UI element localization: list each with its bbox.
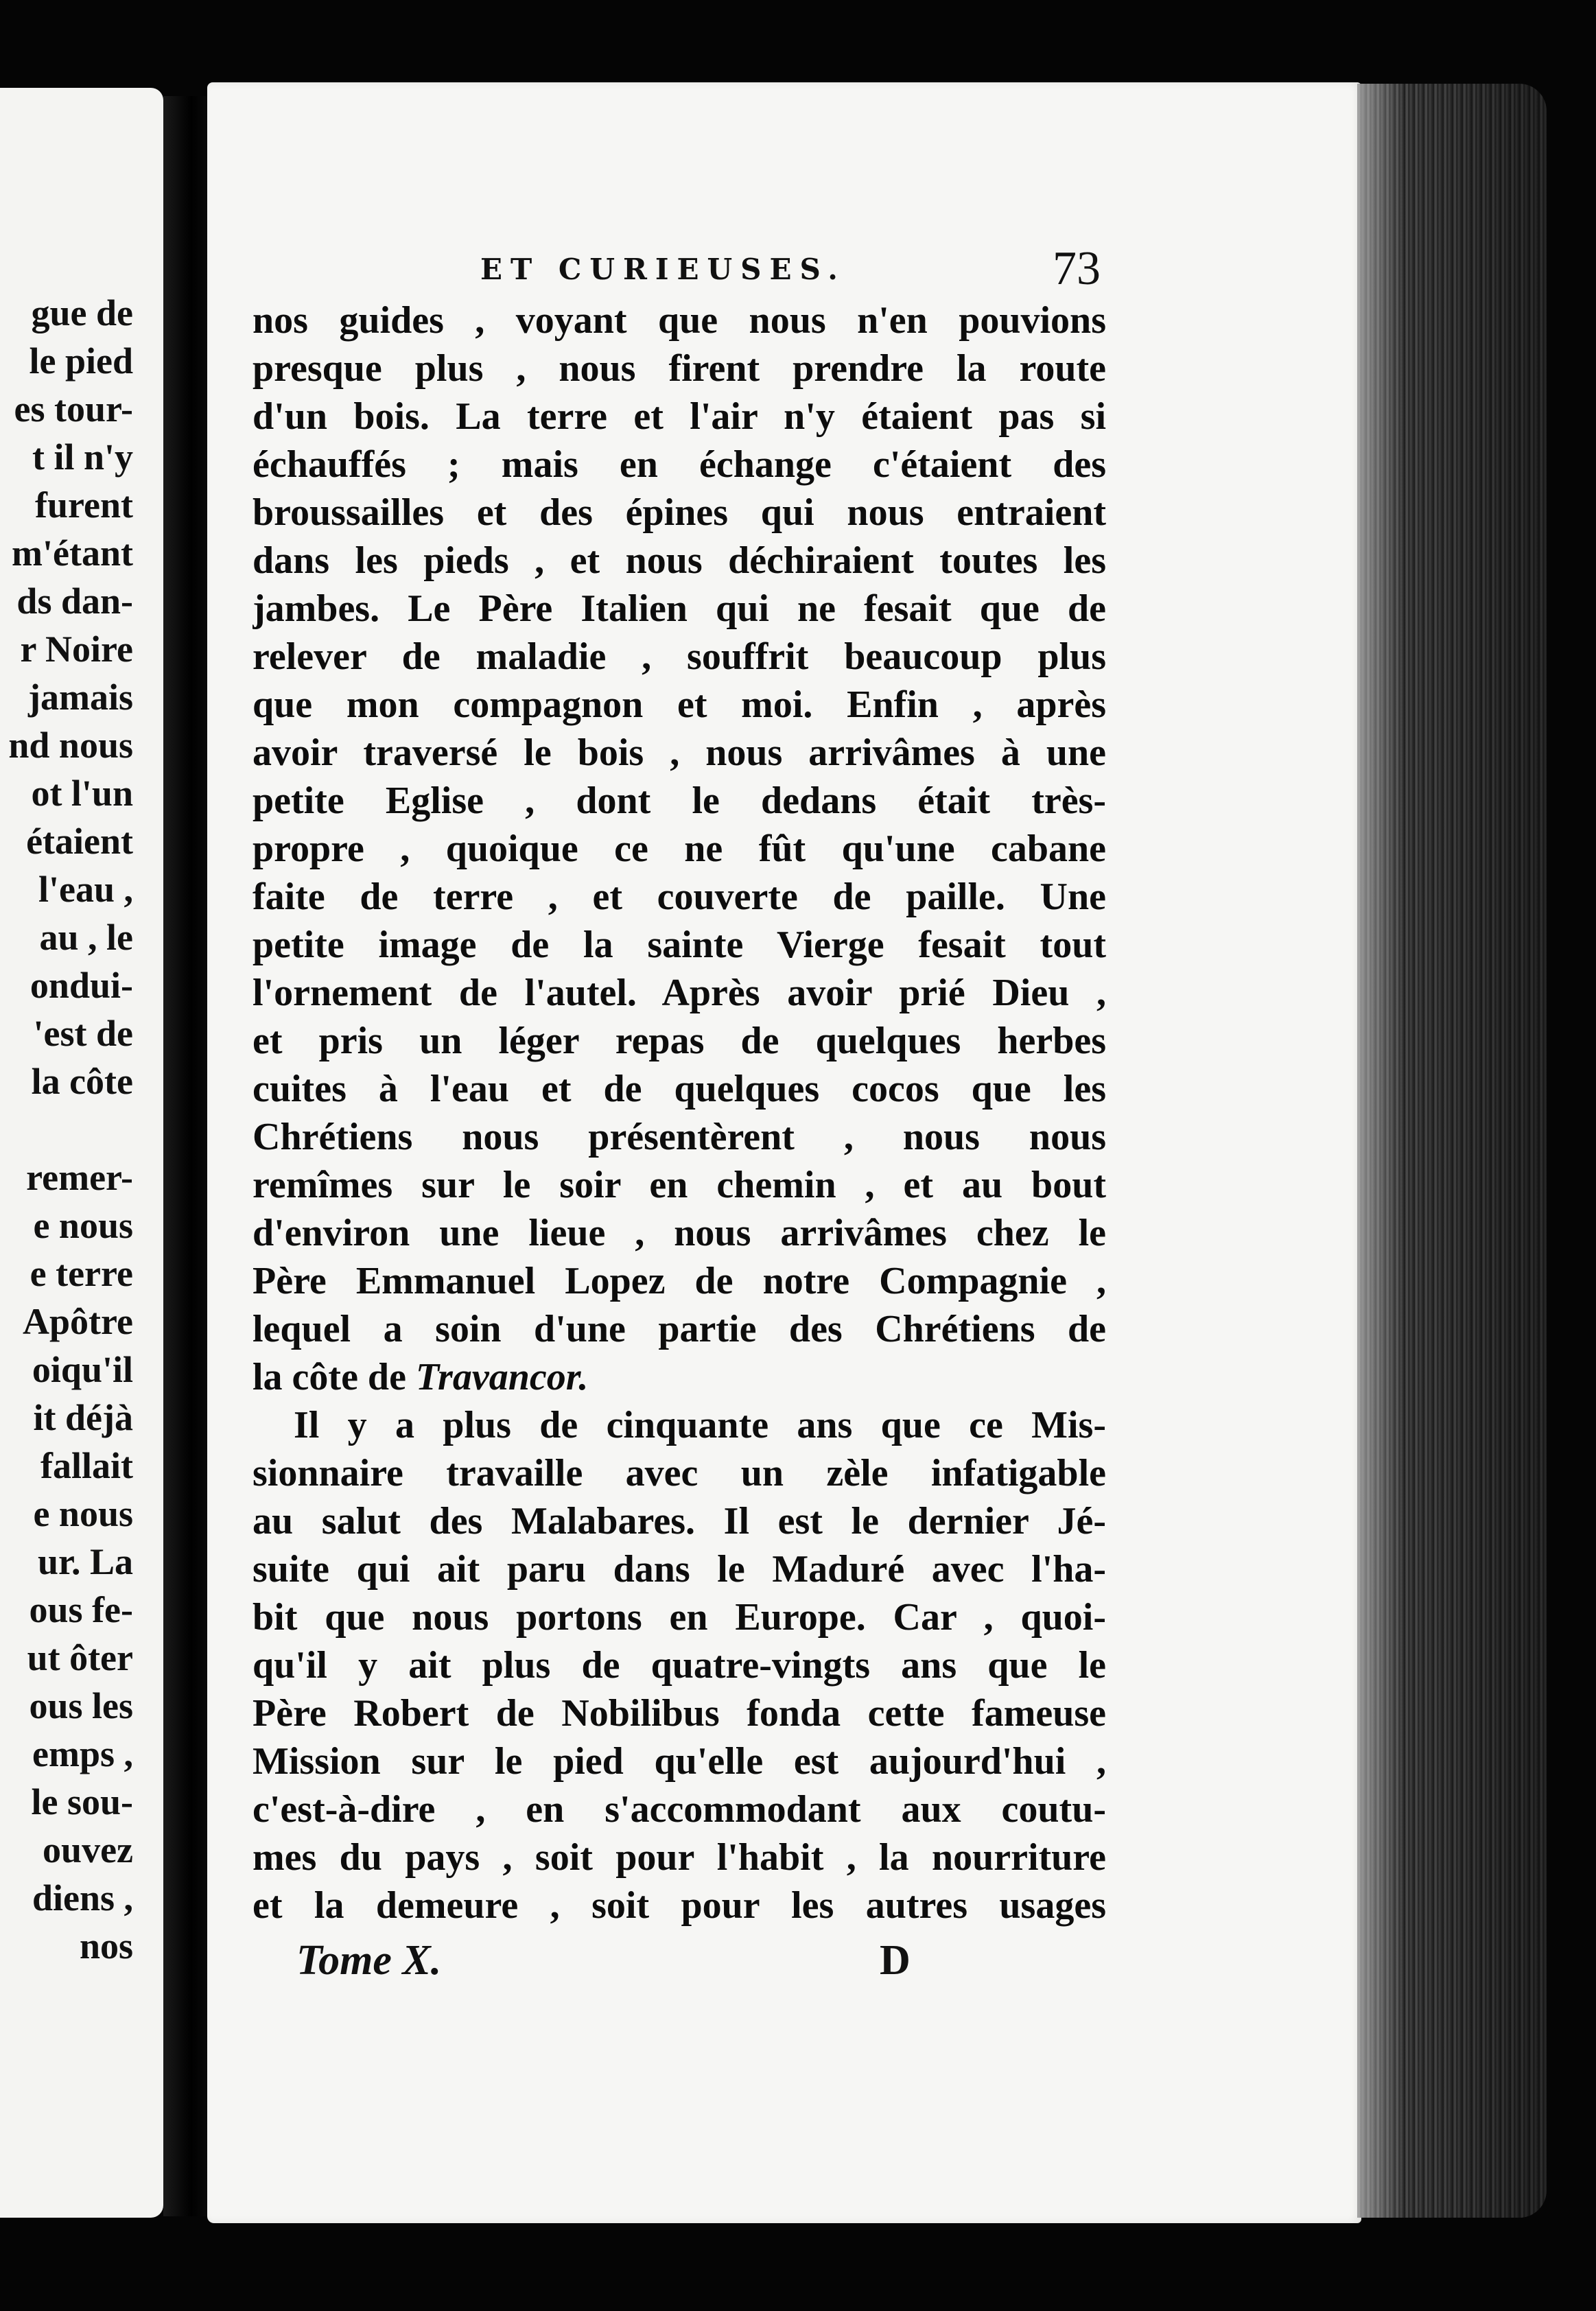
text-line: échauffés ; mais en échange c'étaient des bbox=[253, 443, 1106, 486]
text-line: faite de terre , et couverte de paille. Une bbox=[253, 876, 1106, 918]
left-line: it déjà bbox=[33, 1397, 133, 1438]
left-line: emps , bbox=[32, 1733, 133, 1774]
left-line: l'eau , bbox=[38, 869, 133, 910]
left-line: ouvez bbox=[43, 1829, 133, 1870]
text-line: presque plus , nous firent prendre la route bbox=[253, 347, 1106, 390]
page-number: 73 bbox=[1053, 242, 1101, 295]
place-name: Travancor. bbox=[415, 1356, 589, 1398]
left-line: ut ôter bbox=[27, 1637, 133, 1678]
text-line: suite qui ait paru dans le Maduré avec l'ha- bbox=[253, 1548, 1106, 1591]
text-line: d'environ une lieue , nous arrivâmes chez le bbox=[253, 1212, 1106, 1254]
text-line: Mission sur le pied qu'elle est aujourd'hui , bbox=[253, 1740, 1106, 1783]
left-line: nd nous bbox=[8, 725, 133, 766]
book-gutter bbox=[163, 96, 210, 2216]
left-line: m'étant bbox=[12, 532, 133, 574]
left-line: t il n'y bbox=[32, 436, 133, 478]
left-line: le pied bbox=[29, 340, 133, 382]
left-line: remer- bbox=[26, 1157, 133, 1198]
text-line: et la demeure , soit pour les autres usages bbox=[253, 1884, 1106, 1927]
left-line: ot l'un bbox=[31, 773, 133, 814]
left-line: au , le bbox=[39, 917, 133, 958]
text-line: bit que nous portons en Europe. Car , quoi- bbox=[253, 1596, 1106, 1639]
left-line: e nous bbox=[33, 1493, 133, 1534]
text-line: Père Emmanuel Lopez de notre Compagnie , bbox=[253, 1260, 1106, 1302]
text-line: l'ornement de l'autel. Après avoir prié Dieu , bbox=[253, 972, 1106, 1014]
text-line: qu'il y ait plus de quatre-vingts ans que le bbox=[253, 1644, 1106, 1687]
running-head: ET CURIEUSES. bbox=[480, 253, 846, 286]
text-line: lequel a soin d'une partie des Chrétiens de bbox=[253, 1308, 1106, 1350]
left-line: fallait bbox=[40, 1445, 133, 1486]
left-line: r Noire bbox=[20, 629, 133, 670]
text-line: petite Eglise , dont le dedans était très- bbox=[253, 779, 1106, 822]
paragraph-start-line: Il y a plus de cinquante ans que ce Mis- bbox=[294, 1404, 1106, 1446]
left-line: ous les bbox=[29, 1685, 133, 1726]
left-line: 'est de bbox=[33, 1013, 133, 1054]
text-line: nos guides , voyant que nous n'en pouvions bbox=[253, 299, 1106, 342]
left-line: ous fe- bbox=[29, 1589, 133, 1630]
volume-signature: Tome X. bbox=[296, 1937, 442, 1984]
left-line: nos bbox=[79, 1925, 133, 1967]
text-line: Chrétiens nous présentèrent , nous nous bbox=[253, 1116, 1106, 1158]
page-stack-shade bbox=[1357, 84, 1547, 2218]
text-line: cuites à l'eau et de quelques cocos que les bbox=[253, 1068, 1106, 1110]
left-line: jamais bbox=[28, 677, 133, 718]
left-line: e nous bbox=[33, 1205, 133, 1246]
left-line: e terre bbox=[30, 1253, 133, 1294]
left-line: diens , bbox=[32, 1877, 133, 1919]
text-line: que mon compagnon et moi. Enfin , après bbox=[253, 683, 1106, 726]
left-line: ds dan- bbox=[16, 580, 133, 622]
text-line: Père Robert de Nobilibus fonda cette fameuse bbox=[253, 1692, 1106, 1735]
text-line: c'est-à-dire , en s'accommodant aux coutu- bbox=[253, 1788, 1106, 1831]
text-line: avoir traversé le bois , nous arrivâmes à une bbox=[253, 731, 1106, 774]
text-line: propre , quoique ce ne fût qu'une cabane bbox=[253, 828, 1106, 870]
text-line: mes du pays , soit pour l'habit , la nourriture bbox=[253, 1836, 1106, 1879]
left-line: oiqu'il bbox=[32, 1349, 133, 1390]
left-line: la côte bbox=[31, 1061, 133, 1102]
left-line: ur. La bbox=[37, 1541, 133, 1582]
text-line-start: la côte de bbox=[253, 1356, 416, 1398]
left-line-gap bbox=[8, 1105, 133, 1153]
text-line: sionnaire travaille avec un zèle infatigable bbox=[253, 1452, 1106, 1494]
left-page bbox=[0, 88, 163, 2218]
paragraph-end-line bbox=[253, 1353, 1106, 1401]
text-line: petite image de la sainte Vierge fesait tout bbox=[253, 924, 1106, 966]
text-line: dans les pieds , et nous déchiraient toutes les bbox=[253, 539, 1106, 582]
left-line: ondui- bbox=[30, 965, 133, 1006]
left-line: furent bbox=[35, 484, 133, 526]
text-line: au salut des Malabares. Il est le dernier Jé- bbox=[253, 1500, 1106, 1542]
left-line: gue de bbox=[31, 292, 133, 333]
body-text bbox=[253, 296, 1106, 1929]
text-line: remîmes sur le soir en chemin , et au bout bbox=[253, 1164, 1106, 1206]
signature-mark: D bbox=[880, 1937, 911, 1984]
left-line: étaient bbox=[26, 821, 133, 862]
left-line: es tour- bbox=[14, 388, 133, 430]
left-line: le sou- bbox=[31, 1781, 133, 1822]
text-line: jambes. Le Père Italien qui ne fesait que de bbox=[253, 587, 1106, 630]
left-page-text bbox=[8, 289, 133, 1970]
left-line: Apôtre bbox=[23, 1301, 133, 1342]
text-line: et pris un léger repas de quelques herbes bbox=[253, 1020, 1106, 1062]
text-line: relever de maladie , souffrit beaucoup plus bbox=[253, 635, 1106, 678]
text-line: d'un bois. La terre et l'air n'y étaient pas si bbox=[253, 395, 1106, 438]
text-line: broussailles et des épines qui nous entraient bbox=[253, 491, 1106, 534]
